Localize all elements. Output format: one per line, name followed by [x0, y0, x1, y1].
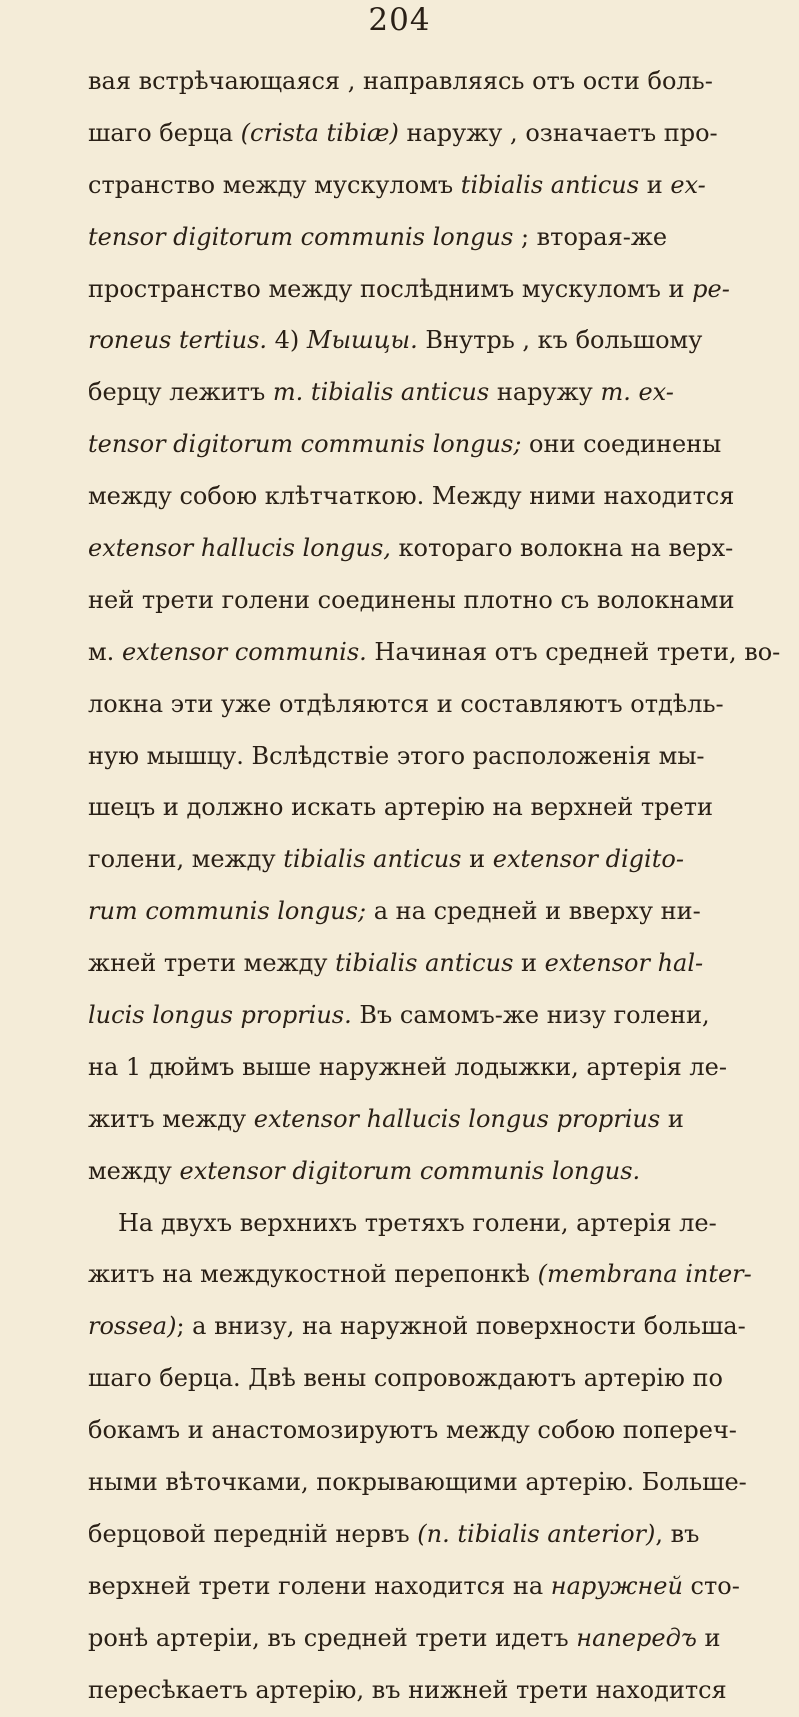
text-line	[88, 1353, 788, 1405]
italic-term: ex-	[670, 170, 706, 199]
text-line	[88, 1613, 788, 1665]
text-segment: пространство между послѣднимъ мускуломъ и	[88, 274, 693, 303]
italic-term: extensor digitorum communis longus.	[179, 1156, 641, 1185]
text-line	[88, 627, 788, 679]
italic-term: extensor digito-	[492, 845, 684, 874]
text-segment: бокамъ и анастомозируютъ между собою попереч-	[88, 1416, 737, 1445]
italic-term: rum communis longus;	[88, 897, 367, 926]
text-line	[88, 1146, 788, 1198]
italic-term: extensor communis.	[121, 637, 367, 666]
text-segment: житъ между	[88, 1104, 254, 1133]
italic-term: (crista tibiæ)	[240, 118, 399, 147]
text-segment: они соединены	[521, 430, 722, 459]
italic-term: tensor digitorum communis longus	[88, 222, 514, 251]
text-line	[88, 315, 788, 367]
italic-term: наружней	[550, 1571, 683, 1600]
text-line	[88, 990, 788, 1042]
italic-term: tensor digitorum communis longus;	[88, 430, 522, 459]
text-segment: верхней трети голени находится на	[88, 1571, 551, 1600]
text-segment: Внутрь , къ большому	[417, 326, 703, 355]
text-line	[88, 1249, 788, 1301]
text-segment: жней трети между	[88, 949, 336, 978]
text-line	[88, 679, 788, 731]
text-segment: Въ самомъ-же низу голени,	[351, 1001, 710, 1030]
text-segment: ными вѣточками, покрывающими артерію. Больше-	[88, 1468, 747, 1497]
text-line	[88, 264, 788, 316]
text-segment: сто-	[682, 1571, 740, 1600]
text-segment: и	[639, 170, 671, 199]
text-segment: вая встрѣчающаяся , направляясь отъ ости боль-	[88, 67, 713, 95]
italic-term: напередъ	[576, 1623, 697, 1652]
text-segment: ней трети голени соединены плотно съ волокнами	[88, 585, 735, 614]
text-segment: шаго берца	[88, 118, 241, 147]
text-segment: ; а внизу, на наружной поверхности больша-	[176, 1312, 746, 1341]
text-line	[88, 1094, 788, 1146]
text-line	[88, 782, 788, 834]
text-line	[88, 471, 788, 523]
text-segment: наружу , означаетъ про-	[398, 118, 718, 147]
text-segment: и	[660, 1104, 684, 1133]
text-segment: голени, между	[88, 845, 284, 874]
page-number: 204	[368, 2, 431, 38]
text-segment: , въ	[655, 1519, 700, 1548]
text-segment: странство между мускуломъ	[88, 170, 461, 199]
text-line	[88, 160, 788, 212]
italic-term: roneus tertius.	[88, 326, 268, 355]
text-segment: На двухъ верхнихъ третяхъ голени, артерія ле-	[118, 1208, 717, 1237]
text-segment: 4)	[267, 326, 307, 355]
text-line	[88, 1405, 788, 1457]
italic-term: extensor hallucis longus proprius	[253, 1104, 661, 1133]
italic-term: tibialis anticus	[283, 845, 462, 874]
italic-term: extensor hallucis longus,	[88, 534, 391, 563]
text-segment: житъ на междукостной перепонкѣ	[88, 1260, 538, 1289]
text-segment: берцу лежитъ	[88, 378, 273, 407]
text-segment: на 1 дюймъ выше наружней лодыжки, артерія ле-	[88, 1052, 727, 1081]
italic-term: extensor hal-	[544, 949, 704, 978]
italic-term: rossea)	[88, 1312, 177, 1341]
text-line	[88, 1198, 788, 1250]
body-text	[88, 56, 788, 1717]
text-line	[88, 1301, 788, 1353]
text-segment: и	[513, 949, 545, 978]
text-segment: ; вторая-же	[513, 222, 668, 251]
text-segment: ную мышцу. Вслѣдствіе этого расположенія мы-	[88, 741, 705, 770]
text-line	[88, 1042, 788, 1094]
text-segment: а на средней и вверху ни-	[366, 897, 701, 926]
text-line	[88, 367, 788, 419]
text-segment: между собою клѣтчаткою. Между ними находится	[88, 482, 735, 511]
text-line	[88, 108, 788, 160]
text-segment: и	[461, 845, 493, 874]
text-segment: м.	[88, 637, 122, 666]
italic-term: Мышцы.	[306, 326, 418, 355]
italic-term: m. ex-	[600, 378, 674, 407]
italic-term: tibialis anticus	[460, 170, 640, 199]
text-line	[88, 938, 788, 990]
text-segment: между	[88, 1156, 180, 1185]
text-segment: ронѣ артеріи, въ средней трети идетъ	[88, 1623, 577, 1652]
text-line	[88, 419, 788, 471]
text-line	[88, 1509, 788, 1561]
text-line	[88, 1665, 788, 1717]
text-line	[88, 575, 788, 627]
text-line	[88, 886, 788, 938]
italic-term: (membrana inter-	[537, 1260, 752, 1289]
text-line	[88, 1561, 788, 1613]
text-line	[88, 56, 788, 108]
text-line	[88, 1457, 788, 1509]
text-line	[88, 523, 788, 575]
italic-term: pe-	[692, 274, 730, 303]
text-line	[88, 731, 788, 783]
text-segment: и	[696, 1623, 721, 1652]
text-segment: берцовой передній нервъ	[88, 1519, 418, 1548]
italic-term: m. tibialis anticus	[272, 378, 490, 407]
italic-term: lucis longus proprius.	[88, 1001, 352, 1030]
text-segment: шецъ и должно искать артерію на верхней трети	[88, 793, 714, 822]
text-segment: шаго берца. Двѣ вены сопровождаютъ артерію по	[88, 1364, 723, 1393]
text-segment: Начиная отъ средней трети, во-	[366, 637, 781, 666]
text-line	[88, 212, 788, 264]
text-segment: наружу	[489, 378, 601, 407]
italic-term: (n. tibialis anterior)	[417, 1519, 656, 1548]
text-line	[88, 834, 788, 886]
italic-term: tibialis anticus	[335, 949, 514, 978]
text-segment: пересѣкаетъ артерію, въ нижней трети находится	[88, 1675, 727, 1704]
text-segment: локна эти уже отдѣляются и составляютъ отдѣль-	[88, 689, 724, 718]
text-segment: котораго волокна на верх-	[390, 534, 734, 563]
